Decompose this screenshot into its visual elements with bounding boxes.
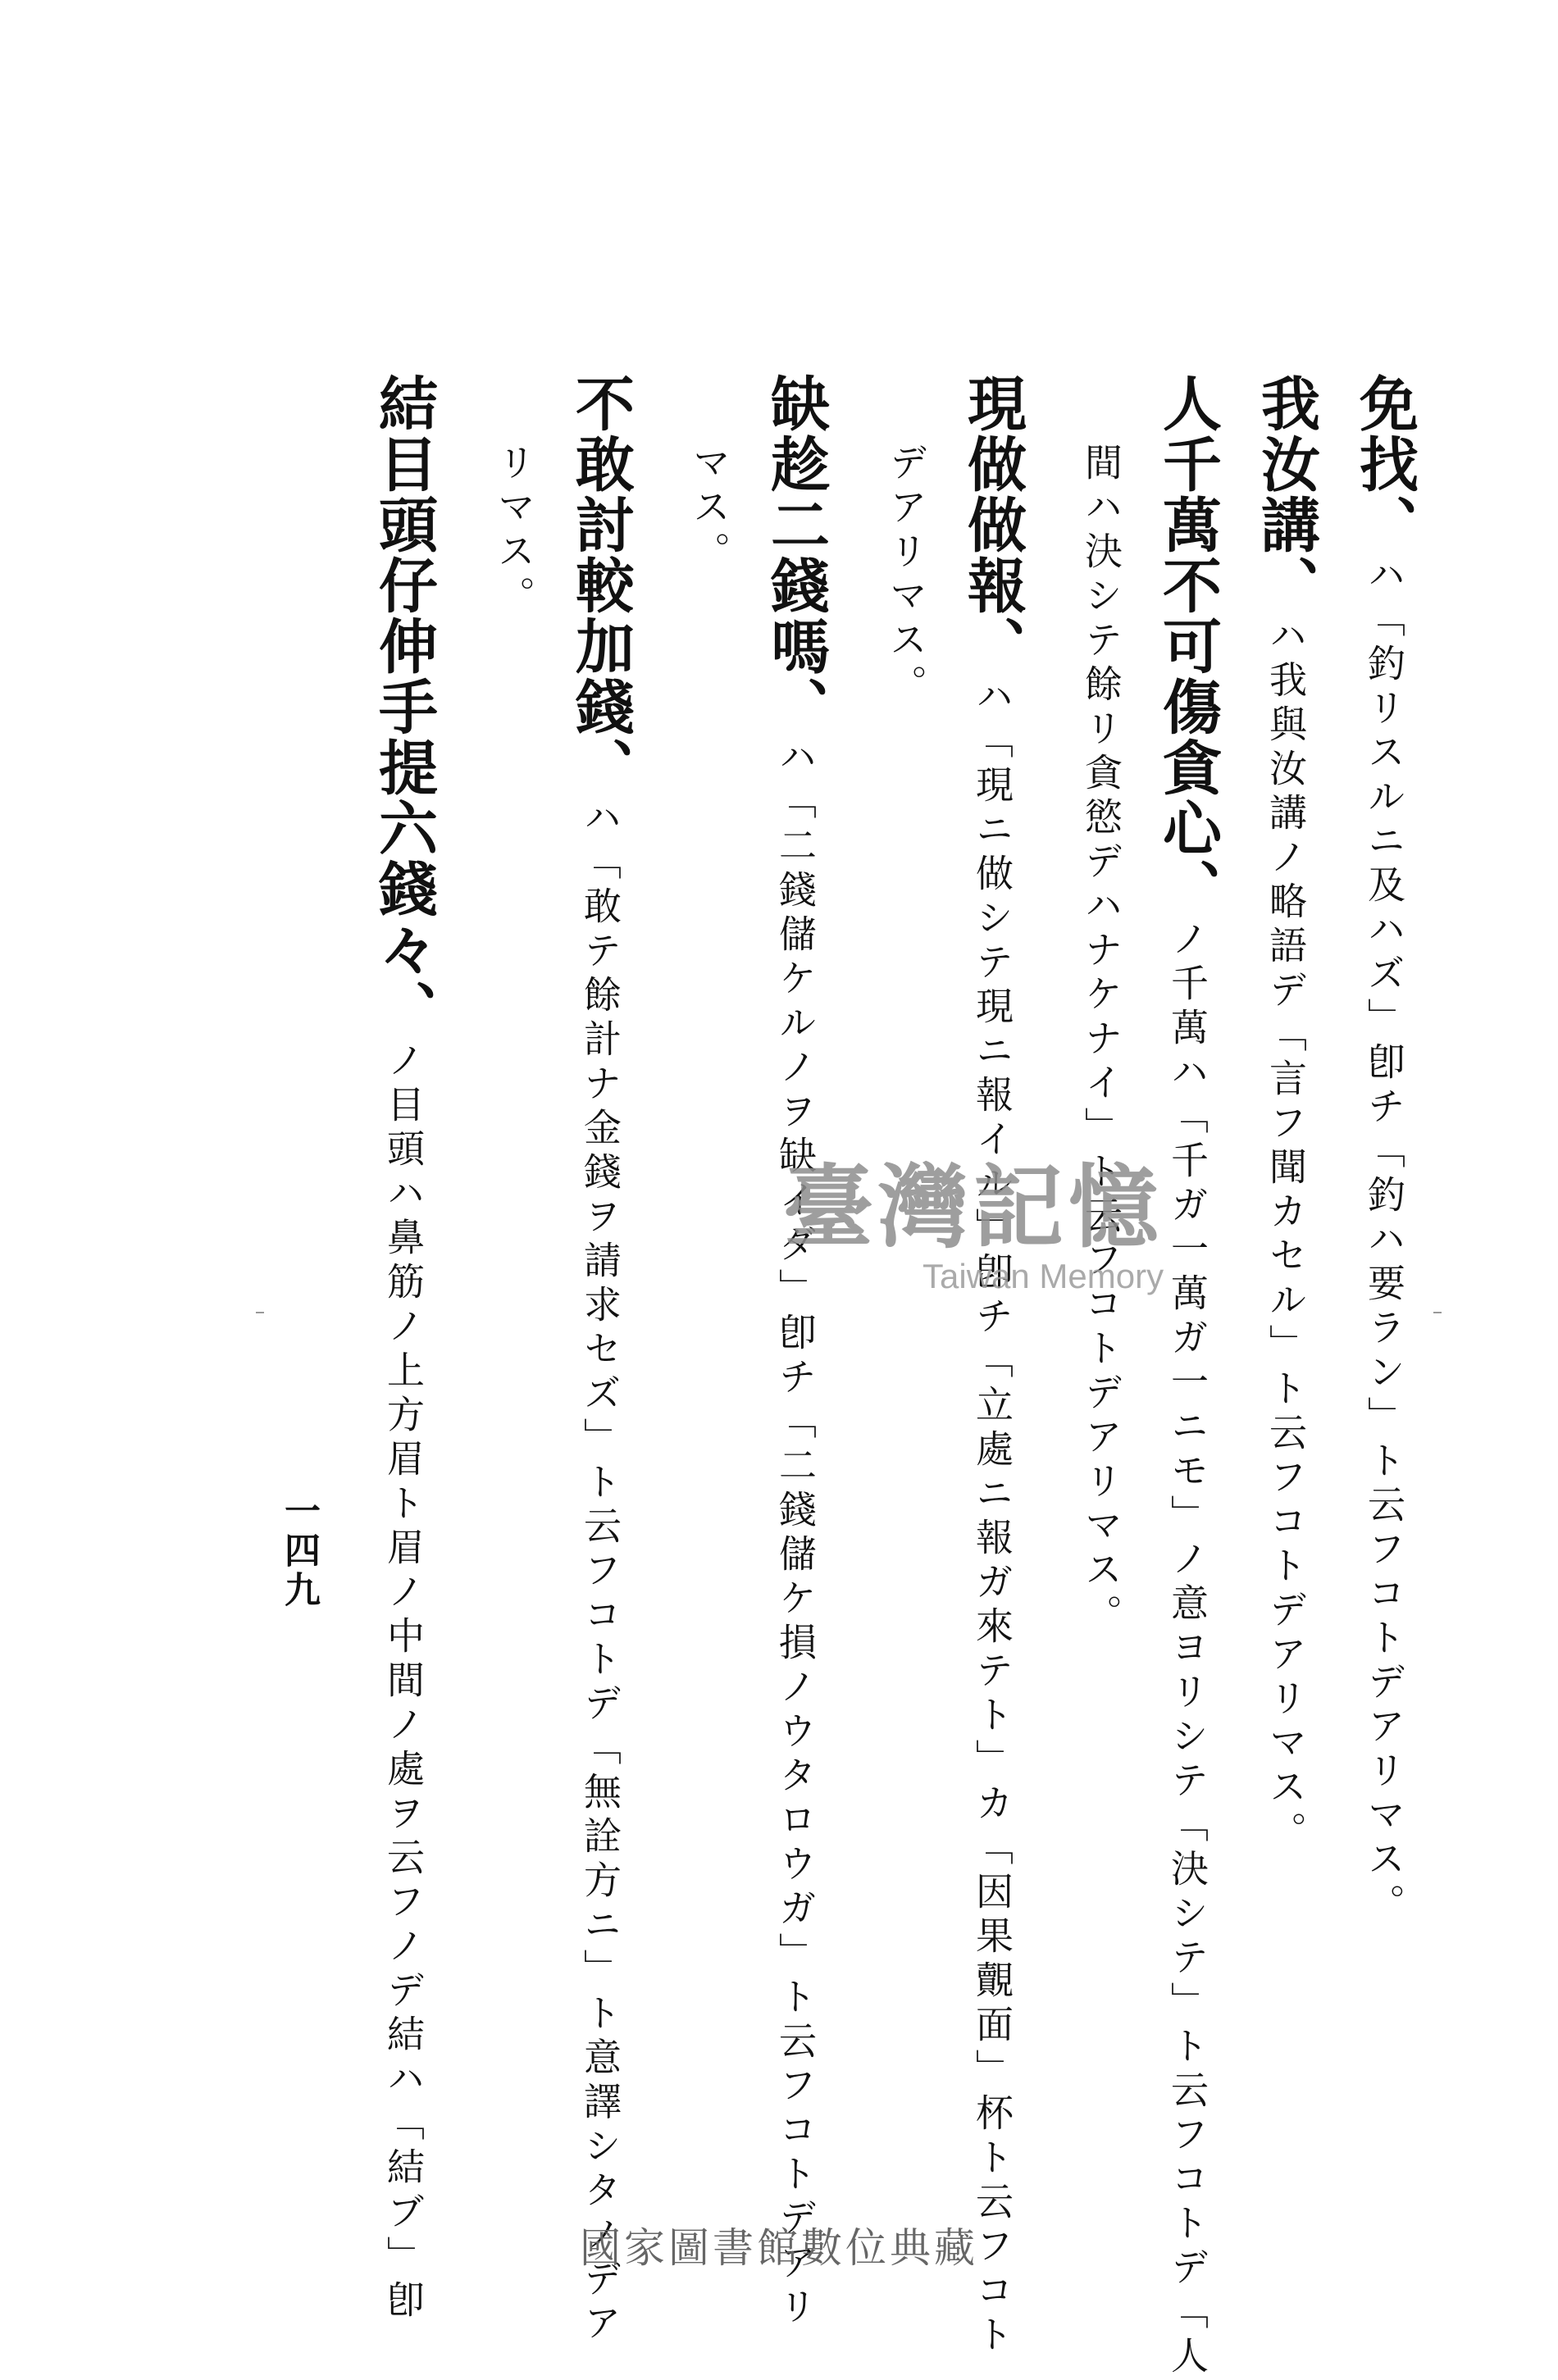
entry-headword: 結目頭仔伸手提六錢々、 [369,373,439,1040]
entry-headword: 現做做報、 [958,373,1027,676]
entry-column [1251,373,1321,1855]
scan-mark [256,1312,264,1313]
entry-gloss: ハ「現ニ做シテ現ニ報イル」卽チ「立處ニ報ガ來テト」カ「因果覿面」杯ト云フコト [970,676,1014,2359]
watermark-logo: 臺灣記憶 [783,1154,1164,1260]
entry-headword: 免找、 [1350,373,1419,555]
entry-gloss: ノ目頭ハ鼻筋ノ上方眉ト眉ノ中間ノ處ヲ云フノデ結ハ「結ブ」卽 [381,1040,426,2324]
entry-column [1350,373,1419,1927]
continuation-line: マス。 [687,443,731,576]
entry-column [761,373,831,2331]
entry-headword: 缺趁二錢嗎、 [761,373,831,737]
entry-gloss: ハ「二錢儲ケルノヲ缺イダ」卽チ「二錢儲ケ損ノウタロウガ」ト云フコトデアリ [773,737,818,2331]
entry-column [958,373,1027,2359]
entry-headword: 人千萬不可傷貪心、 [1153,373,1223,919]
entry-gloss: ノ千萬ハ「千ガ一萬ガ一ニモ」ノ意ヨリシテ「決シテ」ト云フコトデ「人 [1165,919,1210,2380]
entry-gloss: ハ「釣リスルニ及ハズ」卽チ「釣ハ要ラン」ト云フコトデアリマス。 [1362,555,1406,1927]
entry-column [1153,373,1223,2380]
continuation-line: 間ハ決シテ餘リ貪慾デハナケナイ」ト云フコトデアリマス。 [1079,443,1123,1638]
entry-column [566,373,636,2347]
continuation-line: デアリマス。 [884,443,928,708]
entry-gloss: ハ「敢テ餘計ナ金錢ヲ請求セズ」ト云フコトデ「無詮方ニ」ト意譯シタノデア [578,798,622,2347]
page-number: 一四九 [278,1492,320,1610]
watermark-subtitle: Taiwan Memory [922,1257,1164,1295]
entry-gloss: ハ我與汝講ノ略語デ「言フ聞カセル」ト云フコトデアリマス。 [1264,616,1308,1855]
entry-column [369,373,439,2324]
entry-headword: 我汝講、 [1251,373,1321,616]
entry-headword: 不敢討較加錢、 [566,373,636,798]
continuation-line: リマス。 [492,443,536,620]
footer-caption: 國家圖書館數位典藏 [580,2224,978,2272]
scan-mark [1433,1312,1442,1313]
